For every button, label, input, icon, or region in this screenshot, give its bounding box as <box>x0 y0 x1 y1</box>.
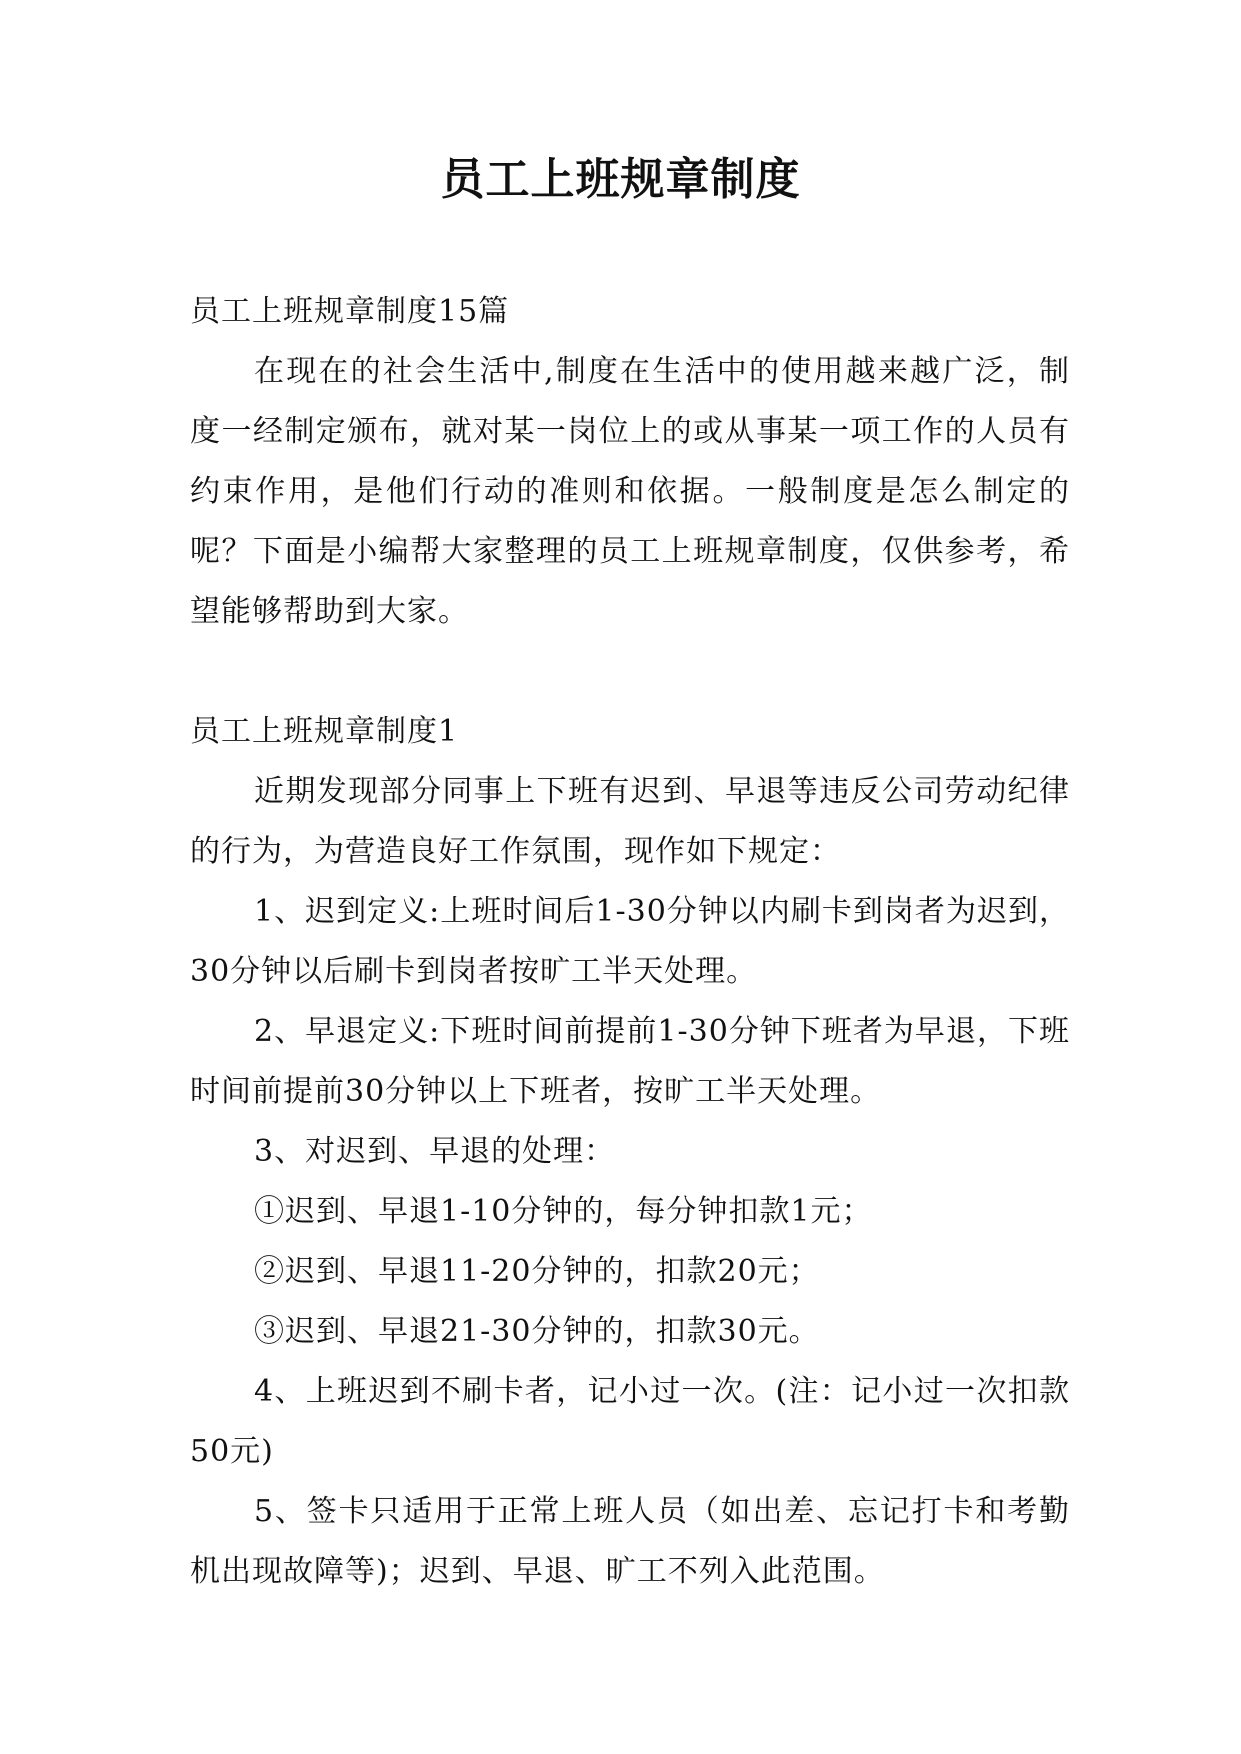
section-heading: 员工上班规章制度1 <box>190 714 459 749</box>
section-paragraph: 近期发现部分同事上下班有迟到、早退等违反公司劳动纪律的行为，为营造良好工作氛围，现作如下规定： <box>190 774 1070 869</box>
rule-late-definition: 1、迟到定义:上班时间后1-30分钟以内刷卡到岗者为迟到，30分钟以后刷卡到岗者按旷工半天处理。 <box>190 894 1070 989</box>
rule-no-card-swipe: 4、上班迟到不刷卡者，记小过一次。(注：记小过一次扣款50元) <box>190 1374 1070 1469</box>
rule-early-leave-definition: 2、早退定义:下班时间前提前1-30分钟下班者为早退，下班时间前提前30分钟以上下班者，按旷工半天处理。 <box>190 1014 1070 1109</box>
rule-penalty-item: ①迟到、早退1-10分钟的，每分钟扣款1元； <box>254 1194 873 1229</box>
rule-handling-heading: 3、对迟到、早退的处理： <box>254 1134 616 1169</box>
document-body <box>190 282 1070 1602</box>
rule-penalty-item: ③迟到、早退21-30分钟的，扣款30元。 <box>254 1314 820 1349</box>
intro-paragraph: 在现在的社会生活中,制度在生活中的使用越来越广泛，制度一经制定颁布，就对某一岗位上的或从事某一项工作的人员有约束作用，是他们行动的准则和依据。一般制度是怎么制定的呢？下面是小编帮大家整理的员工上班规章制度，仅供参考，希望能够帮助到大家。 <box>190 354 1070 629</box>
document-title: 员工上班规章制度 <box>440 154 801 205</box>
rule-sign-card: 5、签卡只适用于正常上班人员（如出差、忘记打卡和考勤机出现故障等)；迟到、早退、旷工不列入此范围。 <box>190 1494 1070 1589</box>
document-subtitle: 员工上班规章制度15篇 <box>190 294 510 329</box>
rule-penalty-item: ②迟到、早退11-20分钟的，扣款20元； <box>254 1254 820 1289</box>
